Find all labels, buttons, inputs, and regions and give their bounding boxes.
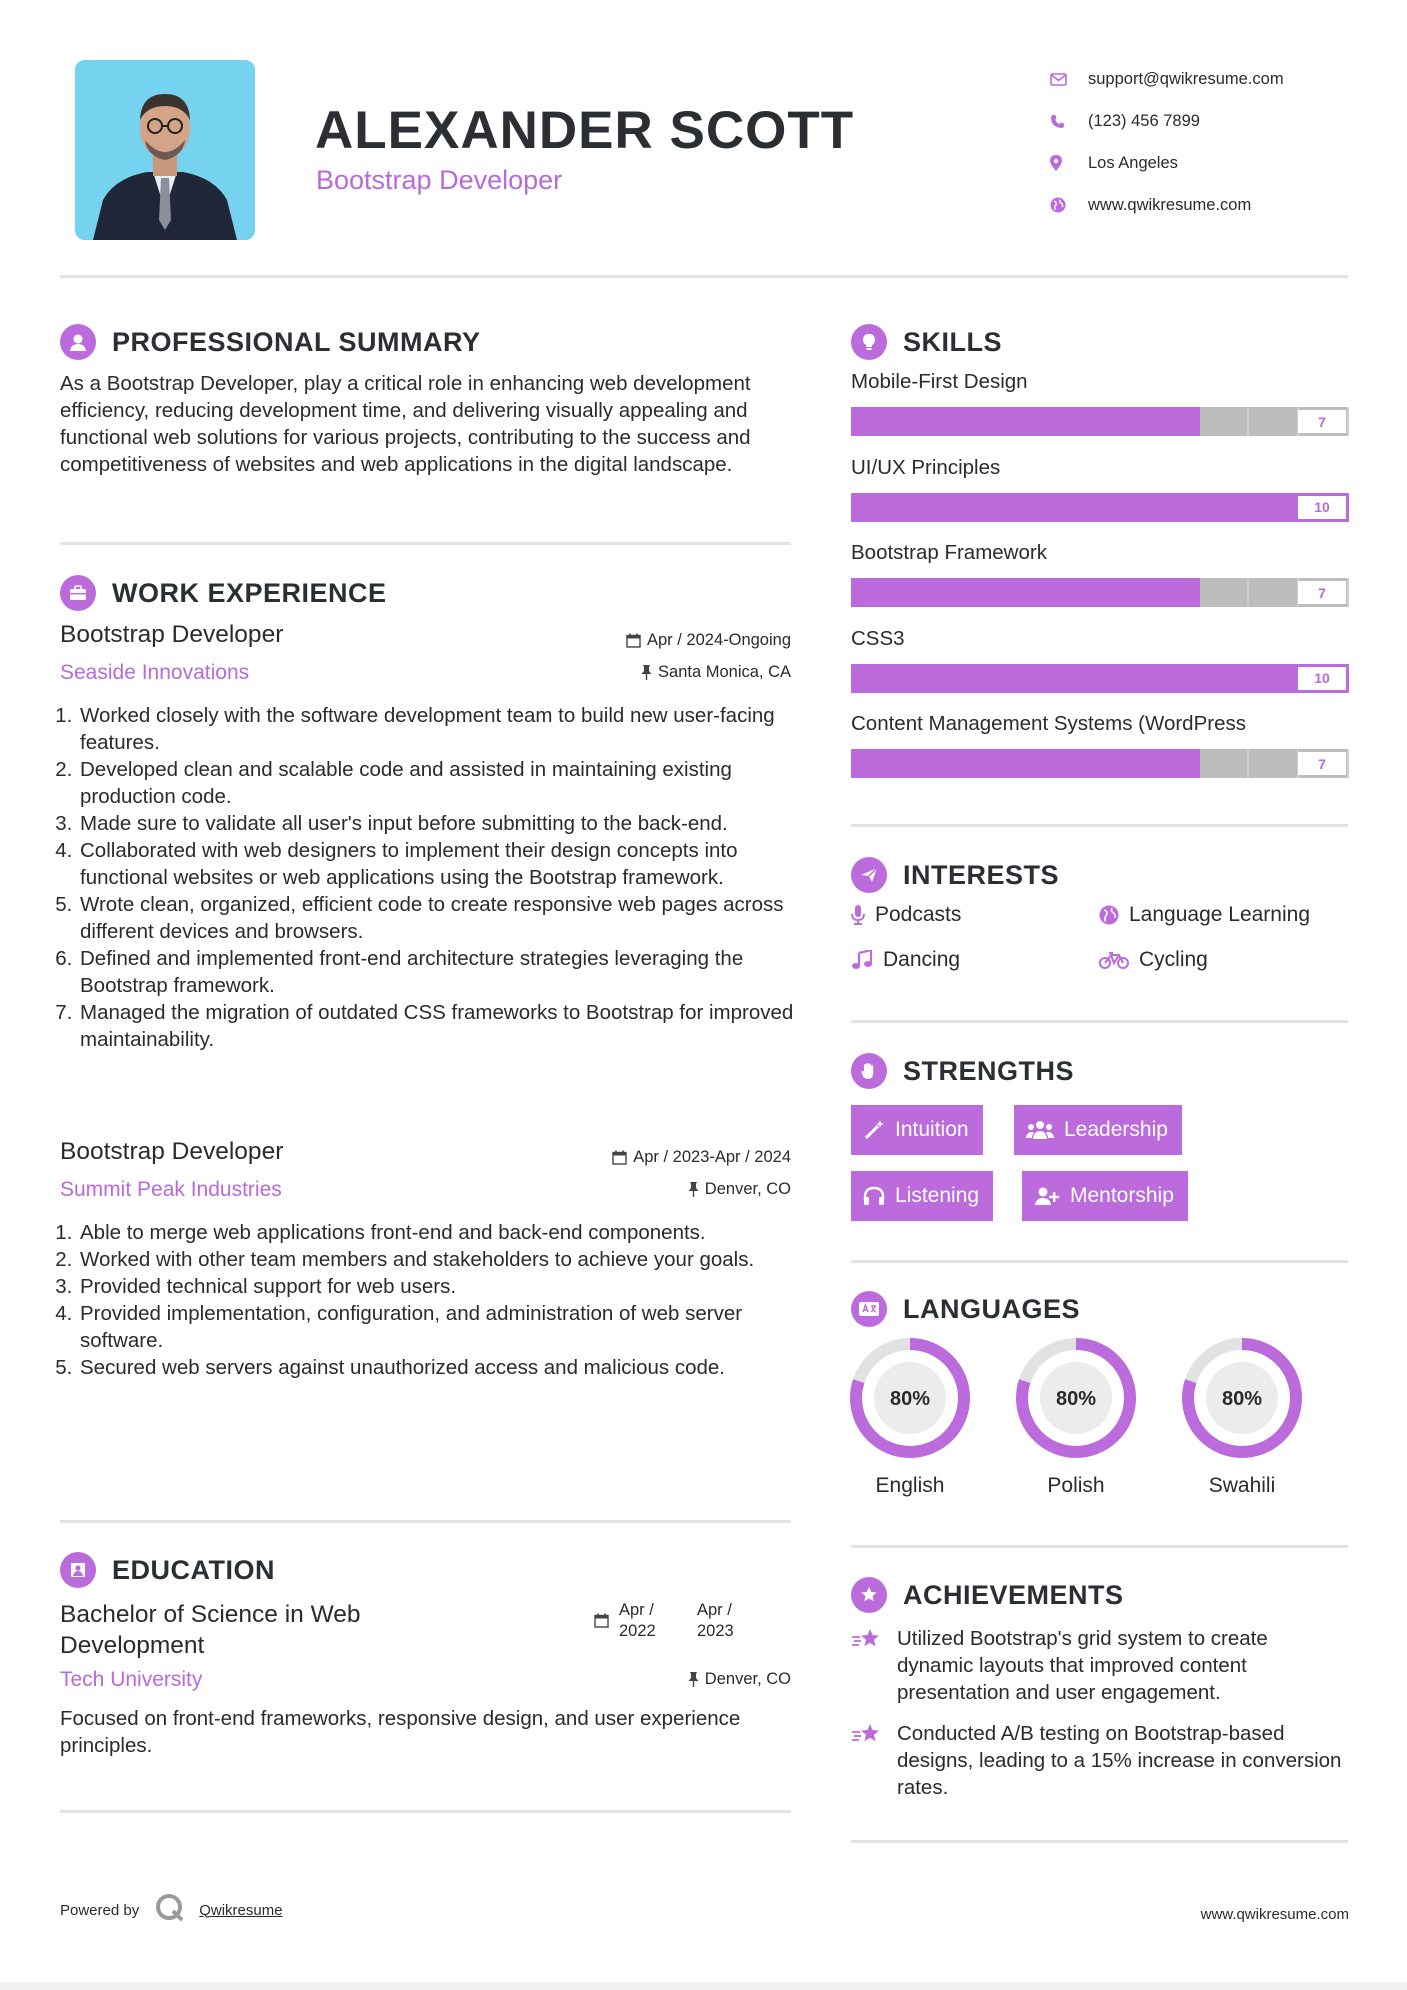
skill-bar-segment	[1050, 749, 1100, 778]
strength-chip: Mentorship	[1022, 1171, 1188, 1221]
job-title: Bootstrap Developer	[60, 621, 284, 648]
skill-bar-segment	[1050, 493, 1100, 522]
map-pin-icon	[1050, 155, 1088, 171]
skill-level-bar	[851, 578, 1349, 607]
skill-bar-segment	[901, 407, 951, 436]
paper-plane-icon	[851, 857, 887, 893]
summary-heading: PROFESSIONAL SUMMARY	[60, 324, 481, 360]
education-dates: Apr / 2022 Apr / 2023	[594, 1600, 757, 1642]
graduate-icon	[60, 1552, 96, 1588]
skill-bar-segment	[901, 493, 951, 522]
achievement-item: Utilized Bootstrap's grid system to create dynamic layouts that improved content presentation and user engagement.	[851, 1625, 1348, 1706]
contact-email[interactable]: support@qwikresume.com	[1050, 58, 1380, 100]
page-bottom-band	[0, 1982, 1407, 1990]
languages-heading: LANGUAGES	[851, 1291, 1080, 1327]
job-duties	[60, 702, 800, 1053]
skill-bar-segment	[951, 407, 1001, 436]
skill-level-bar	[851, 493, 1349, 522]
lightbulb-icon	[851, 324, 887, 360]
skill-bar-segment	[851, 664, 901, 693]
qwikresume-logo-icon	[155, 1893, 185, 1927]
phone-icon	[1050, 114, 1088, 129]
duty-item: 1. Worked closely with the software development team to build new user-facing features.	[78, 702, 800, 756]
strengths-divider	[851, 1260, 1348, 1263]
skill-bar-segment	[1200, 493, 1250, 522]
school-name: Tech University	[60, 1668, 203, 1691]
skill-level-badge: 10	[1298, 667, 1346, 690]
pushpin-icon	[688, 1672, 699, 1687]
skill-level-badge: 7	[1298, 752, 1346, 775]
skill-bar-segment	[1200, 749, 1250, 778]
interest-item: Dancing	[851, 948, 960, 972]
job-duties	[60, 1219, 800, 1381]
users-icon	[1026, 1120, 1054, 1140]
skill-bar-segment	[901, 664, 951, 693]
candidate-role: Bootstrap Developer	[316, 165, 563, 195]
skill-bar-segment	[1100, 493, 1150, 522]
duty-item: 7. Managed the migration of outdated CSS frameworks to Bootstrap for improved maintainability.	[78, 999, 800, 1053]
profile-photo	[75, 60, 255, 240]
language-name: Swahili	[1208, 1474, 1276, 1497]
skill-bar-segment	[951, 749, 1001, 778]
award-star-icon	[851, 1577, 887, 1613]
portrait-image	[75, 60, 255, 240]
contact-phone[interactable]: (123) 456 7899	[1050, 100, 1380, 142]
duty-item: 5. Secured web servers against unauthorized access and malicious code.	[78, 1354, 800, 1381]
achievement-item: Conducted A/B testing on Bootstrap-based designs, leading to a 15% increase in conversion rates.	[851, 1720, 1348, 1801]
education-location: Denver, CO	[560, 1670, 791, 1689]
strength-chip: Leadership	[1014, 1105, 1182, 1155]
duty-item: 2. Developed clean and scalable code and assisted in maintaining existing production code.	[78, 756, 800, 810]
skill-bar-segment	[951, 493, 1001, 522]
job-company: Summit Peak Industries	[60, 1178, 282, 1201]
footer-url[interactable]: www.qwikresume.com	[1200, 1906, 1349, 1923]
skill-bar-segment	[851, 578, 901, 607]
job-dates: Apr / 2023-Apr / 2024	[560, 1148, 791, 1167]
qwikresume-link[interactable]: Qwikresume	[199, 1901, 283, 1919]
skill-bar-segment	[1000, 493, 1050, 522]
skill-bar-segment	[1000, 407, 1050, 436]
job-location: Denver, CO	[560, 1180, 791, 1199]
skill-bar-segment	[1100, 664, 1150, 693]
duty-item: 5. Wrote clean, organized, efficient code to create responsive web pages across different devices and browsers.	[78, 891, 800, 945]
duty-item: 3. Provided technical support for web users.	[78, 1273, 800, 1300]
achievements-divider	[851, 1840, 1348, 1843]
language-percent: 80%	[1221, 1388, 1263, 1410]
skill-name: Mobile-First Design	[851, 370, 1028, 393]
skill-name: Bootstrap Framework	[851, 541, 1047, 564]
interest-item: Cycling	[1099, 948, 1208, 972]
header-divider	[60, 275, 1348, 278]
skill-level-badge: 7	[1298, 410, 1346, 433]
pushpin-icon	[688, 1182, 699, 1197]
job-dates: Apr / 2024-Ongoing	[560, 631, 791, 650]
language-percent: 80%	[1055, 1388, 1097, 1410]
skill-bar-segment	[1200, 407, 1250, 436]
skill-bar-segment	[1150, 407, 1200, 436]
shooting-star-icon	[851, 1625, 897, 1706]
skill-bar-segment	[1200, 664, 1250, 693]
skill-bar-segment	[951, 664, 1001, 693]
interest-item: Podcasts	[851, 903, 961, 927]
strength-chip: Listening	[851, 1171, 993, 1221]
calendar-icon	[612, 1150, 627, 1165]
skill-level-bar	[851, 749, 1349, 778]
globe-icon	[1050, 197, 1088, 213]
strengths-heading: STRENGTHS	[851, 1053, 1074, 1089]
skill-bar-segment	[1249, 407, 1299, 436]
education-divider	[60, 1810, 791, 1813]
contact-website[interactable]: www.qwikresume.com	[1050, 184, 1380, 226]
shooting-star-icon	[851, 1720, 897, 1801]
candidate-name: ALEXANDER SCOTT	[315, 101, 855, 160]
skill-bar-segment	[1200, 578, 1250, 607]
skill-bar-segment	[901, 749, 951, 778]
duty-item: 6. Defined and implemented front-end architecture strategies leveraging the Bootstrap framework.	[78, 945, 800, 999]
job-title: Bootstrap Developer	[60, 1138, 284, 1165]
language-progress-ring	[1015, 1337, 1137, 1459]
bicycle-icon	[1099, 951, 1129, 969]
degree-title: Bachelor of Science in Web Development	[60, 1601, 361, 1659]
skill-bar-segment	[851, 749, 901, 778]
language-percent: 80%	[889, 1388, 931, 1410]
language-progress-ring	[1181, 1337, 1303, 1459]
skills-divider	[851, 824, 1348, 827]
interests-heading: INTERESTS	[851, 857, 1059, 893]
languages-divider	[851, 1545, 1348, 1548]
skill-bar-segment	[1100, 578, 1150, 607]
experience-heading: WORK EXPERIENCE	[60, 575, 387, 611]
skill-bar-segment	[1150, 493, 1200, 522]
language-progress-ring	[849, 1337, 971, 1459]
globe-icon	[1099, 905, 1119, 925]
skill-bar-segment	[1000, 664, 1050, 693]
skill-bar-segment	[1050, 407, 1100, 436]
duty-item: 4. Collaborated with web designers to implement their design concepts into functional websites or web applications using the Bootstrap framework.	[78, 837, 800, 891]
hand-icon	[851, 1053, 887, 1089]
skill-bar-segment	[1100, 407, 1150, 436]
skill-bar-segment	[1249, 493, 1299, 522]
briefcase-icon	[60, 575, 96, 611]
summary-text: As a Bootstrap Developer, play a critical role in enhancing web development efficiency, reducing development time, and delivering visually appealing and functional web solutions for various projects, contributing to the success and competitiveness of websites and web applications in the digital landscape.	[60, 372, 751, 476]
skill-bar-segment	[1249, 578, 1299, 607]
envelope-icon	[1050, 73, 1088, 86]
skill-bar-segment	[1100, 749, 1150, 778]
magic-wand-icon	[863, 1119, 885, 1141]
skill-bar-segment	[1050, 664, 1100, 693]
skill-bar-segment	[901, 578, 951, 607]
duty-item: 4. Provided implementation, configuration, and administration of web server software.	[78, 1300, 800, 1354]
user-plus-icon	[1034, 1186, 1060, 1206]
skill-bar-segment	[851, 407, 901, 436]
skill-bar-segment	[1050, 578, 1100, 607]
footer-branding: Powered by Qwikresume	[60, 1893, 283, 1927]
interests-divider	[851, 1020, 1348, 1023]
user-icon	[60, 324, 96, 360]
duty-item: 1. Able to merge web applications front-end and back-end components.	[78, 1219, 800, 1246]
skill-bar-segment	[1249, 749, 1299, 778]
skill-bar-segment	[1150, 578, 1200, 607]
microphone-icon	[851, 905, 865, 925]
skill-level-badge: 7	[1298, 581, 1346, 604]
experience-divider	[60, 1520, 791, 1523]
skill-bar-segment	[1150, 749, 1200, 778]
music-icon	[851, 950, 873, 970]
calendar-icon	[594, 1613, 609, 1628]
skill-bar-segment	[1150, 664, 1200, 693]
skill-bar-segment	[1000, 578, 1050, 607]
language-name: English	[875, 1474, 945, 1497]
summary-divider	[60, 542, 791, 545]
duty-item: 3. Made sure to validate all user's input before submitting to the back-end.	[78, 810, 800, 837]
job-location: Santa Monica, CA	[560, 663, 791, 682]
job-company: Seaside Innovations	[60, 661, 250, 684]
pushpin-icon	[641, 665, 652, 680]
skill-bar-segment	[1000, 749, 1050, 778]
language-name: Polish	[1047, 1474, 1105, 1497]
skills-heading: SKILLS	[851, 324, 1002, 360]
calendar-icon	[626, 633, 641, 648]
skill-level-bar	[851, 407, 1349, 436]
skill-name: Content Management Systems (WordPress	[851, 712, 1246, 735]
headphones-icon	[863, 1186, 885, 1206]
skill-bar-segment	[951, 578, 1001, 607]
skill-name: UI/UX Principles	[851, 455, 1001, 479]
strength-chip: Intuition	[851, 1105, 983, 1155]
education-heading: EDUCATION	[60, 1552, 275, 1588]
skill-bar-segment	[1249, 664, 1299, 693]
interest-item: Language Learning	[1099, 903, 1310, 927]
skill-name: CSS3	[851, 626, 905, 650]
skill-level-bar	[851, 664, 1349, 693]
duty-item: 2. Worked with other team members and stakeholders to achieve your goals.	[78, 1246, 800, 1273]
language-icon	[851, 1291, 887, 1327]
skill-level-badge: 10	[1298, 496, 1346, 519]
education-description: Focused on front-end frameworks, responsive design, and user experience principles.	[60, 1707, 741, 1757]
skill-bar-segment	[851, 493, 901, 522]
achievements-heading: ACHIEVEMENTS	[851, 1577, 1124, 1613]
contact-list	[1050, 58, 1380, 226]
contact-location: Los Angeles	[1050, 142, 1380, 184]
